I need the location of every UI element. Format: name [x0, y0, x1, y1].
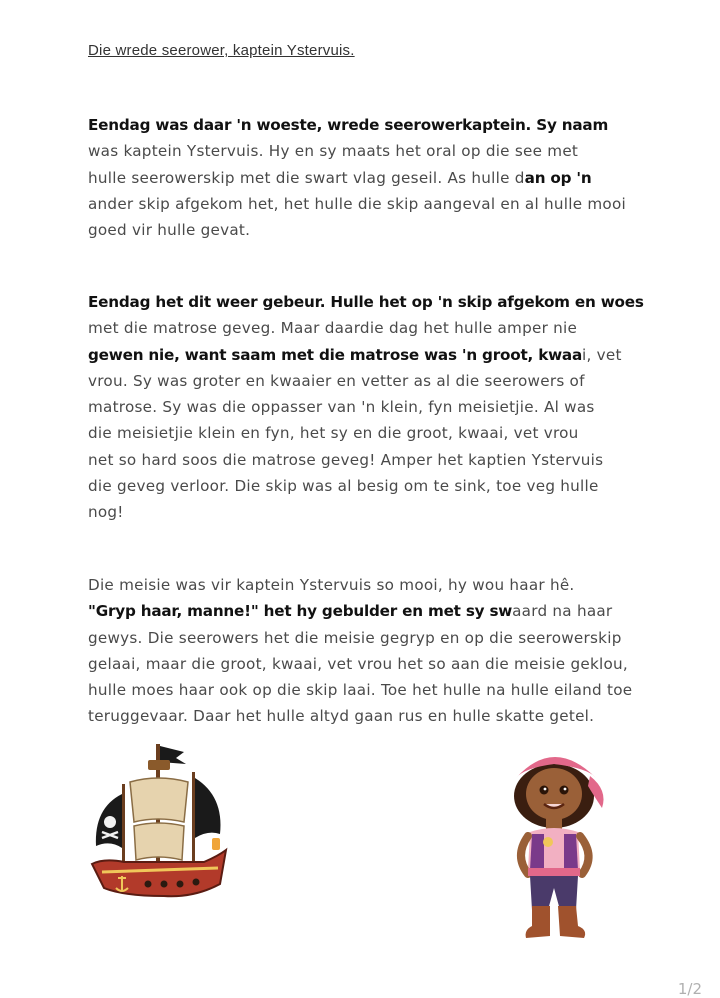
- text-run: hulle seerowerskip met die swart vlag geseil. As hulle d: [88, 168, 525, 187]
- text-run: met die matrose geveg. Maar daardie dag het hulle amper nie: [88, 319, 578, 338]
- paragraph: [88, 289, 648, 526]
- text-run: ander skip afgekom het, het hulle die skip aangeval en al hulle mooi: [88, 194, 626, 213]
- bold-text-run: Eendag was daar 'n woeste, wrede seerowerkaptein. Sy naam: [88, 116, 609, 134]
- text-run: gewys. Die seerowers het die meisie gegryp en op die seerowerskip: [88, 628, 622, 647]
- paragraph: [88, 572, 648, 730]
- text-run: i, vet: [582, 345, 622, 364]
- text-line: [88, 165, 648, 191]
- bold-text-run: gewen nie, want saam met die matrose was 'n groot, kwaa: [88, 345, 583, 364]
- bold-text-run: Eendag het dit weer gebeur. Hulle het op 'n skip afgekom en woes: [88, 293, 644, 311]
- document-title: Die wrede seerower, kaptein Ystervuis.: [88, 42, 355, 59]
- text-run: matrose. Sy was die oppasser van 'n klein, fyn meisietjie. Al was: [88, 398, 595, 417]
- text-line: [88, 703, 648, 729]
- text-run: aard na haar: [512, 602, 613, 621]
- text-line: [88, 315, 648, 341]
- bold-text-run: an op 'n: [524, 168, 592, 187]
- text-run: teruggevaar. Daar het hulle altyd gaan rus en hulle skatte getel.: [88, 707, 595, 726]
- text-line: [88, 420, 648, 446]
- paragraph: [88, 112, 648, 243]
- pirate-ship-icon: [84, 738, 234, 908]
- text-run: hulle moes haar ook op die skip laai. Toe het hulle na hulle eiland toe: [88, 681, 633, 700]
- text-run: goed vir hulle gevat.: [88, 221, 251, 240]
- text-run: vrou. Sy was groter en kwaaier en vetter as al die seerowers of: [88, 371, 585, 390]
- text-line: [88, 651, 648, 677]
- text-line: [88, 342, 648, 368]
- text-line: [88, 572, 648, 598]
- page-number: 1/2: [677, 980, 702, 998]
- bold-text-run: "Gryp haar, manne!" het hy gebulder en met sy sw: [88, 602, 513, 621]
- text-run: die geveg verloor. Die skip was al besig om te sink, toe veg hulle: [88, 477, 599, 496]
- text-run: nog!: [88, 503, 124, 522]
- pirate-girl-icon: [498, 738, 618, 948]
- text-line: [88, 598, 648, 624]
- text-line: [88, 625, 648, 651]
- text-line: [88, 191, 648, 217]
- text-line: [88, 394, 648, 420]
- text-line: [88, 217, 648, 243]
- text-line: [88, 112, 648, 138]
- text-line: [88, 677, 648, 703]
- text-run: die meisietjie klein en fyn, het sy en die groot, kwaai, vet vrou: [88, 424, 579, 443]
- text-line: [88, 289, 648, 315]
- text-run: gelaai, maar die groot, kwaai, vet vrou het so aan die meisie geklou,: [88, 654, 628, 673]
- text-line: [88, 447, 648, 473]
- text-run: net so hard soos die matrose geveg! Amper het kaptien Ystervuis: [88, 450, 604, 469]
- text-run: was kaptein Ystervuis. Hy en sy maats het oral op die see met: [88, 142, 579, 161]
- text-line: [88, 473, 648, 499]
- text-line: [88, 368, 648, 394]
- text-line: [88, 138, 648, 164]
- text-line: [88, 499, 648, 525]
- text-run: Die meisie was vir kaptein Ystervuis so mooi, hy wou haar hê.: [88, 576, 575, 594]
